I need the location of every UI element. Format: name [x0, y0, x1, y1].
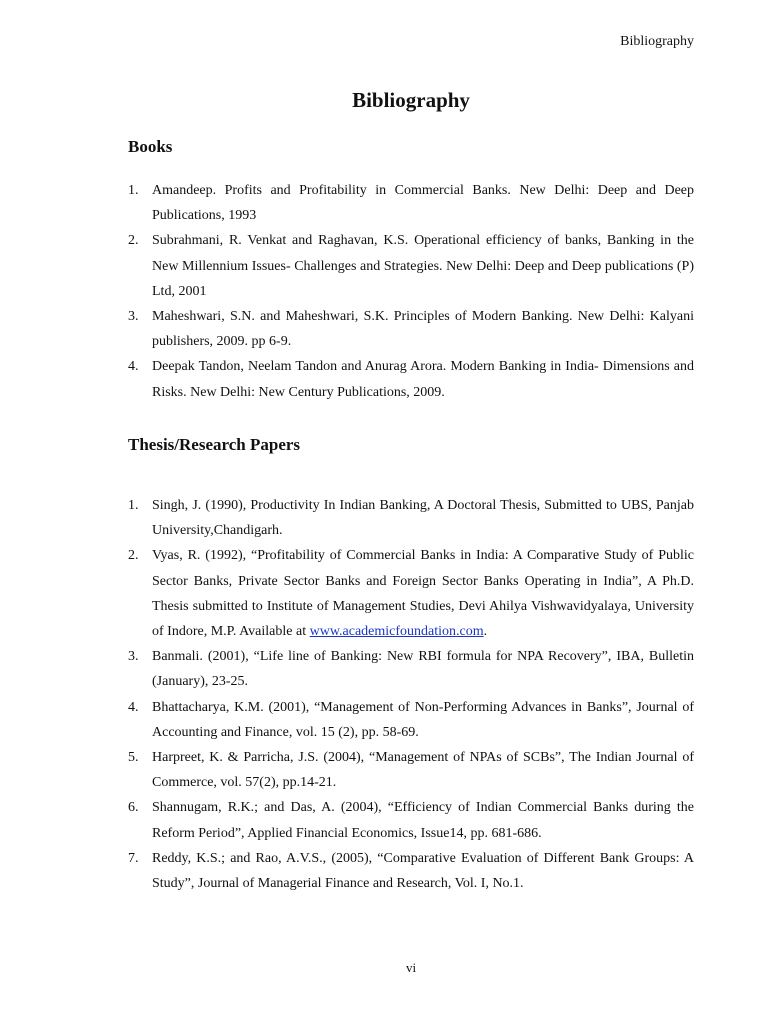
entry-number: 7. [128, 850, 139, 866]
entry-text: Subrahmani, R. Venkat and Raghavan, K.S. Operational efficiency of banks, Banking in the New Millennium Issues- Challenges and Strategies. New Delhi: Deep and Deep publications (P) Ltd, 2001 [152, 233, 694, 299]
books-list [128, 178, 694, 405]
thesis-entry-2 [128, 543, 694, 644]
thesis-entry-6 [128, 795, 694, 845]
entry-trailing-period: . [483, 624, 488, 640]
entry-text: Deepak Tandon, Neelam Tandon and Anurag Arora. Modern Banking in India- Dimensions and Risks. New Delhi: New Century Publications, 2009. [152, 359, 694, 400]
entry-number: 4. [128, 699, 139, 715]
thesis-entry-3 [128, 644, 694, 694]
thesis-entry-7 [128, 846, 694, 896]
entry-text: Harpreet, K. & Parricha, J.S. (2004), “Management of NPAs of SCBs”, The Indian Journal of Commerce, vol. 57(2), pp.14-21. [152, 750, 694, 791]
entry-number: 2. [128, 233, 139, 249]
academic-foundation-link[interactable]: www.academicfoundation.com [309, 624, 484, 640]
thesis-entry-1 [128, 493, 694, 543]
thesis-list [128, 493, 694, 896]
entry-number: 4. [128, 359, 139, 375]
thesis-entry-5 [128, 745, 694, 795]
books-section-heading: Books [128, 137, 173, 156]
page-title: Bibliography [352, 88, 470, 112]
thesis-entry-4 [128, 695, 694, 745]
entry-text: Vyas, R. (1992), “Profitability of Commercial Banks in India: A Comparative Study of Public Sector Banks, Private Sector Banks and Foreign Sector Banks Operating in India”, A Ph.D. Thesis submitted to Institute of Management Studies, Devi Ahilya Vishwavidyalaya, University of Indore, M.P. Available at [152, 548, 694, 640]
entry-text: Singh, J. (1990), Productivity In Indian Banking, A Doctoral Thesis, Submitted to UBS, Panjab University,Chandigarh. [152, 498, 694, 539]
entry-number: 2. [128, 548, 139, 564]
thesis-section-heading: Thesis/Research Papers [128, 435, 301, 454]
running-header: Bibliography [620, 34, 694, 49]
book-entry-1 [128, 178, 694, 228]
entry-text: Reddy, K.S.; and Rao, A.V.S., (2005), “Comparative Evaluation of Different Bank Groups: A Study”, Journal of Managerial Finance and Research, Vol. I, No.1. [152, 850, 694, 892]
entry-number: 3. [128, 649, 139, 665]
book-entry-3 [128, 304, 694, 354]
entry-number: 1. [128, 498, 139, 513]
entry-text: Amandeep. Profits and Profitability in Commercial Banks. New Delhi: Deep and Deep Publications, 1993 [152, 183, 694, 224]
entry-text: Maheshwari, S.N. and Maheshwari, S.K. Principles of Modern Banking. New Delhi: Kalyani publishers, 2009. pp 6-9. [152, 309, 694, 350]
entry-number: 6. [128, 800, 139, 816]
page-number: vi [405, 960, 417, 975]
entry-number: 1. [128, 183, 139, 198]
entry-text: Shannugam, R.K.; and Das, A. (2004), “Efficiency of Indian Commercial Banks during the Reform Period”, Applied Financial Economics, Issue14, pp. 681-686. [152, 800, 694, 841]
book-entry-4 [128, 354, 694, 404]
entry-number: 5. [128, 750, 139, 766]
book-entry-2 [128, 228, 694, 304]
entry-number: 3. [128, 309, 139, 325]
entry-text: Bhattacharya, K.M. (2001), “Management of Non-Performing Advances in Banks”, Journal of Accounting and Finance, vol. 15 (2), pp. 58-69. [152, 699, 694, 740]
entry-text: Banmali. (2001), “Life line of Banking: New RBI formula for NPA Recovery”, IBA, Bulletin (January), 23-25. [152, 649, 694, 690]
